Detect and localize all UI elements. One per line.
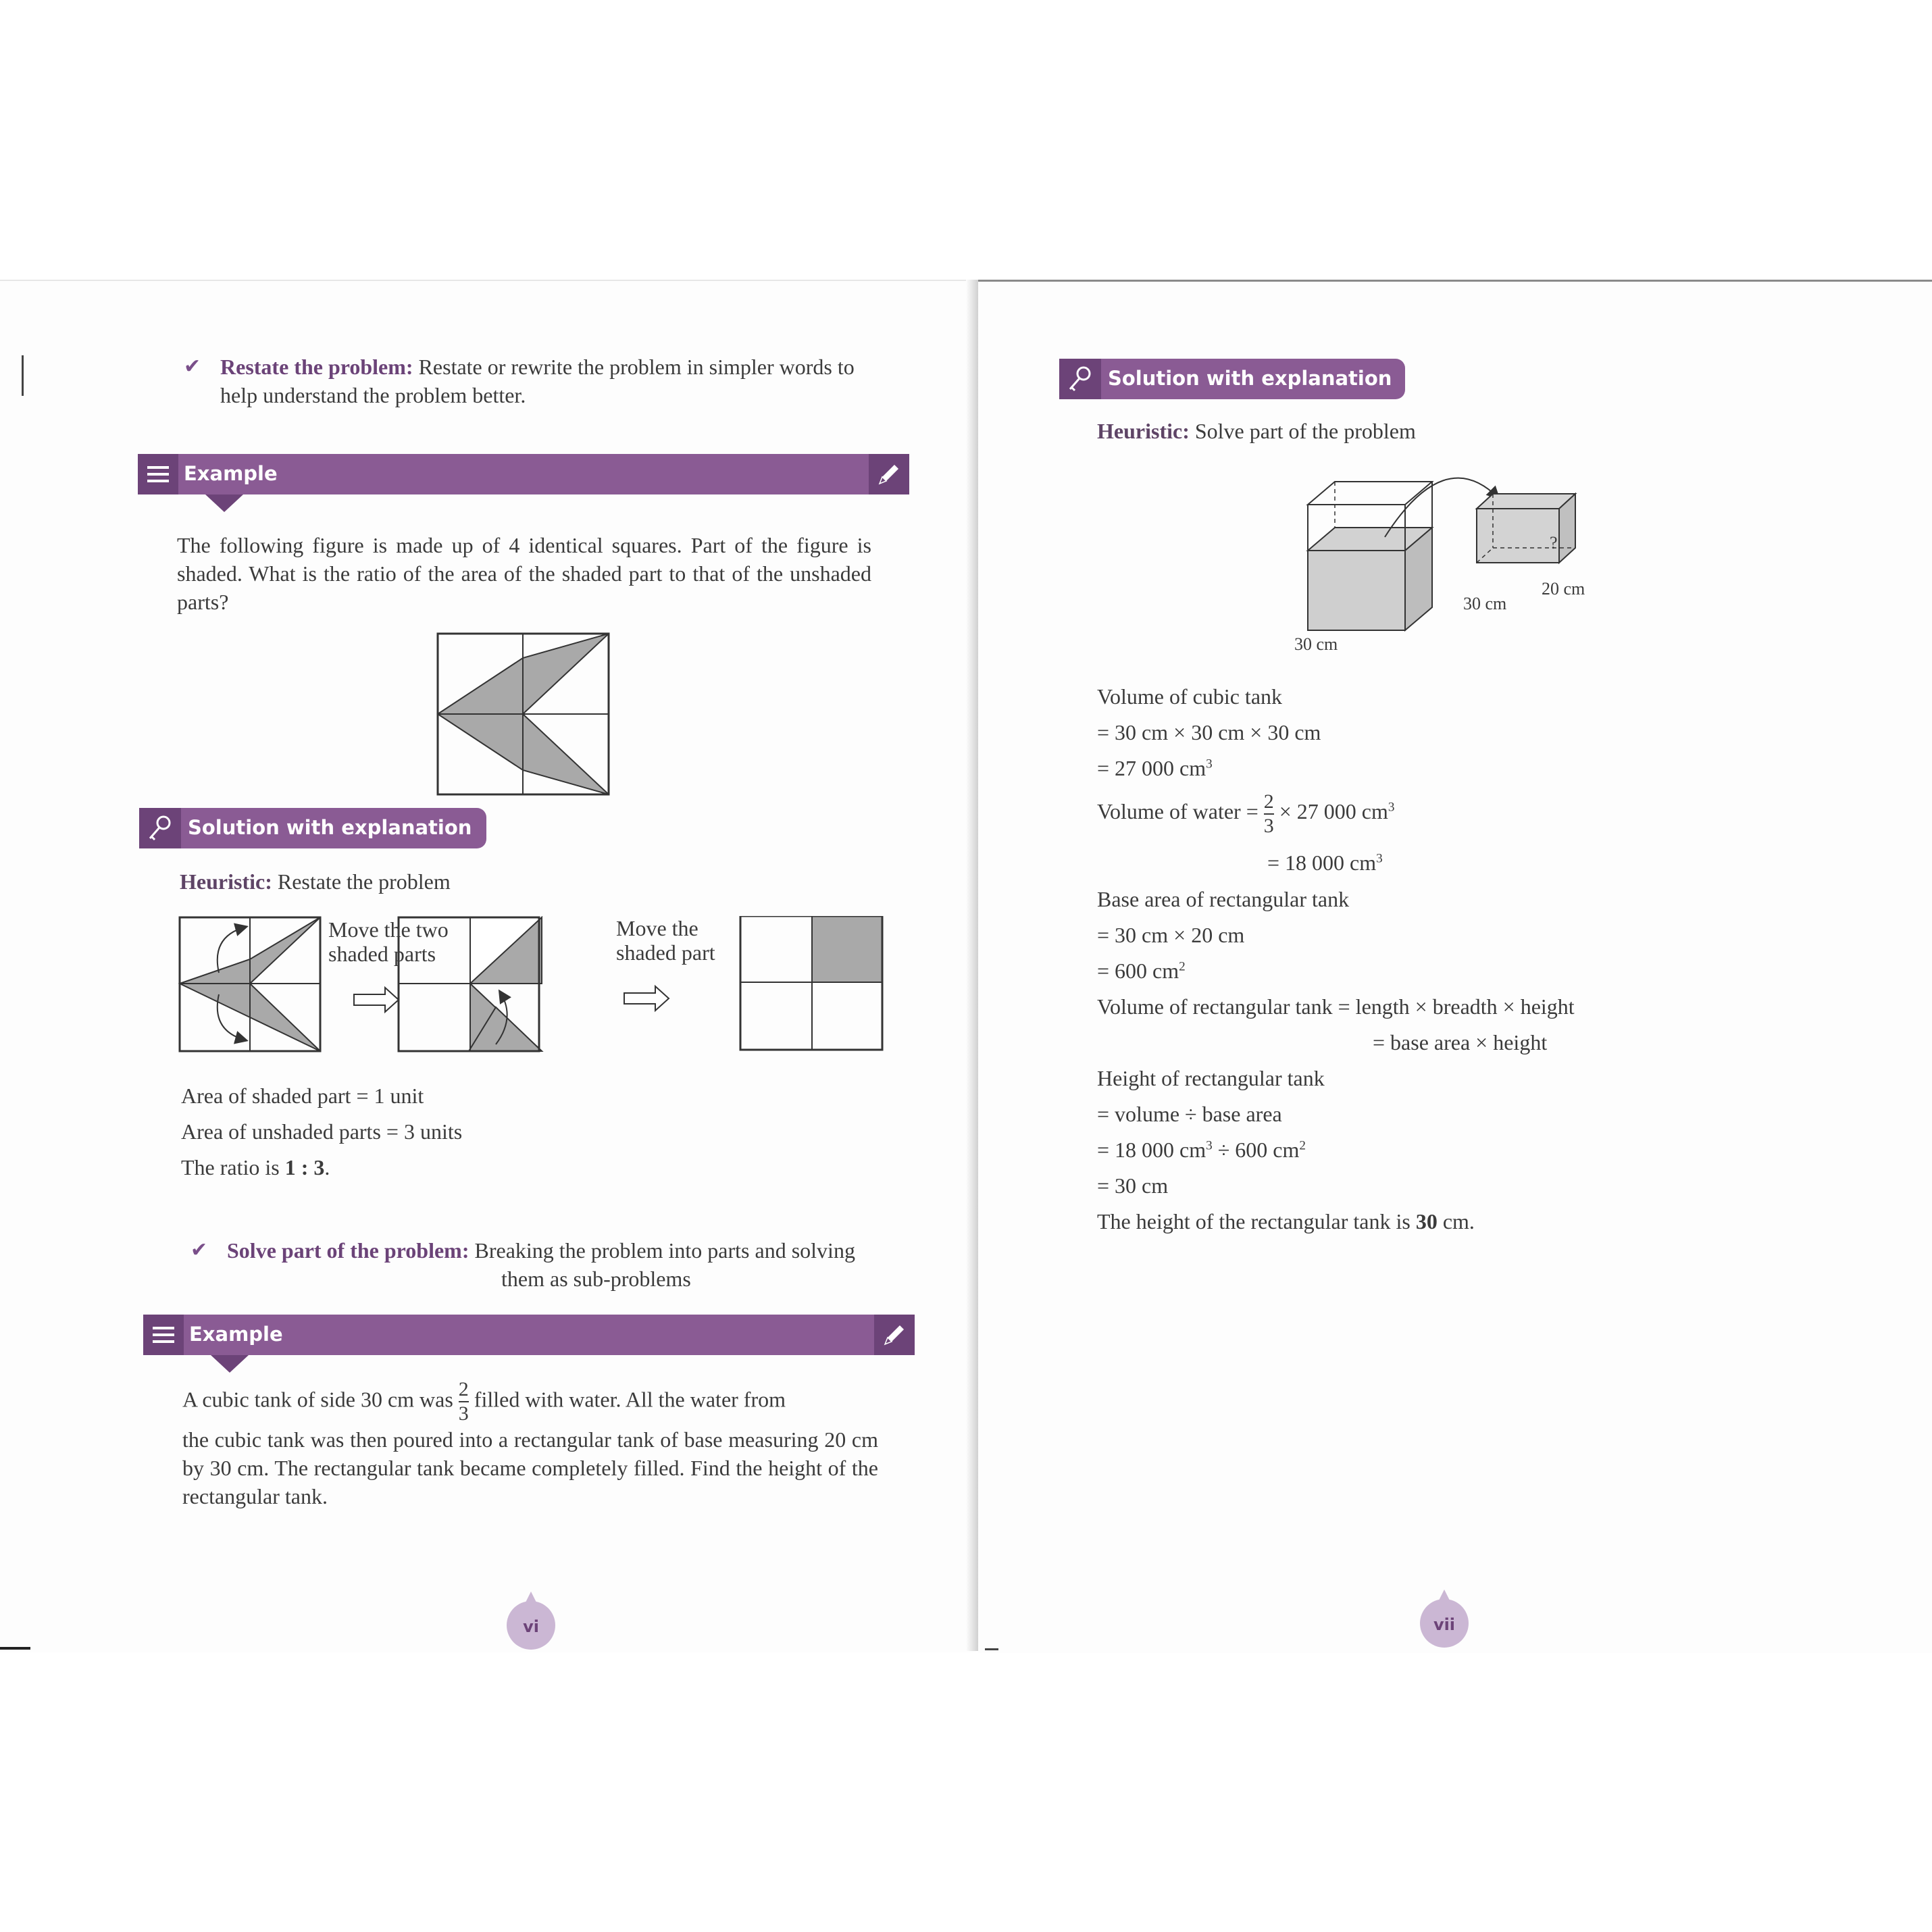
- example-banner: [138, 454, 909, 494]
- working-line: Height of rectangular tank: [1097, 1066, 1325, 1090]
- example-banner-label: Example: [189, 1323, 283, 1346]
- restate-text-line1: Restate or rewrite the problem in simpler words to: [413, 355, 855, 379]
- working-line: Volume of cubic tank: [1097, 684, 1283, 709]
- working-line: [1097, 755, 1213, 782]
- cubic-tank: [1308, 482, 1432, 630]
- working-line: Base area of rectangular tank: [1097, 887, 1350, 911]
- left-page: [0, 280, 976, 1652]
- working-text: = 18 000 cm: [1267, 850, 1377, 875]
- step2-caption: [616, 916, 715, 965]
- restate-text-line2: help understand the problem better.: [220, 383, 526, 407]
- working-text: = 27 000 cm: [1097, 756, 1206, 780]
- solution1-working: [181, 1078, 462, 1186]
- example-banner: [143, 1315, 915, 1355]
- page-edge: [985, 1648, 998, 1650]
- fraction-numerator: 2: [1263, 790, 1274, 813]
- step3-square: [740, 916, 882, 1050]
- page-edge: [0, 1647, 30, 1650]
- banner-notch: [211, 1355, 249, 1373]
- menu-icon: [143, 1315, 184, 1355]
- working-line: = 30 cm × 30 cm × 30 cm: [1097, 720, 1321, 744]
- superscript: 3: [1206, 757, 1213, 771]
- page-number: vii: [1433, 1615, 1456, 1634]
- heuristic-text: Restate the problem: [272, 869, 451, 894]
- tank-figure: [1275, 464, 1586, 640]
- step2-caption-line2: shaded part: [616, 940, 715, 965]
- superscript: 2: [1179, 959, 1186, 974]
- ratio-line: [181, 1150, 462, 1186]
- solution-banner: [1059, 359, 1405, 399]
- answer-value: 30: [1415, 1209, 1438, 1234]
- page-edge-mark: [22, 355, 24, 396]
- rectangular-tank: [1477, 494, 1575, 563]
- step1-caption-line2: shaded parts: [328, 942, 436, 966]
- key-icon: [1059, 359, 1101, 399]
- superscript: 3: [1388, 800, 1395, 815]
- superscript: 3: [1206, 1138, 1213, 1153]
- heuristic-line: [180, 867, 451, 896]
- area-shaded-line: Area of shaded part = 1 unit: [181, 1084, 424, 1108]
- superscript: 2: [1299, 1138, 1306, 1153]
- fraction-numerator: 2: [458, 1378, 469, 1400]
- ratio-value: 1 : 3: [284, 1155, 325, 1179]
- solve-part-text-line2: them as sub-problems: [501, 1267, 691, 1291]
- restate-diagram: [178, 916, 888, 1065]
- working-line: [1097, 957, 1186, 984]
- restate-strategy: [184, 353, 954, 409]
- solution-banner: [139, 808, 486, 848]
- heuristic-label: Heuristic:: [1097, 419, 1190, 443]
- step1-caption: [328, 917, 449, 966]
- working-line: = 30 cm × 20 cm: [1097, 923, 1245, 947]
- book-spread: [0, 280, 1932, 1651]
- menu-icon: [138, 454, 178, 494]
- cube-side-label: 30 cm: [1294, 634, 1338, 654]
- working-line: = base area × height: [1373, 1030, 1548, 1054]
- fraction-denominator: 3: [1263, 814, 1274, 837]
- rect-width-label: 30 cm: [1463, 594, 1507, 613]
- pencil-icon: [869, 454, 909, 494]
- ratio-prefix: The ratio is: [181, 1155, 285, 1179]
- checkmark-icon: ✔: [190, 1238, 208, 1262]
- step1-square: [180, 917, 320, 1051]
- right-page: [978, 280, 1932, 1653]
- working-text: The height of the rectangular tank is: [1097, 1209, 1416, 1234]
- solve-part-text-line1: Breaking the problem into parts and solving: [469, 1238, 855, 1263]
- example-banner-label: Example: [184, 462, 278, 485]
- example1-problem: The following figure is made up of 4 identical squares. Part of the figure is shaded. What is the ratio of the area of the shaded part to that of the unshaded parts?: [177, 533, 871, 614]
- fraction-two-thirds: [459, 1379, 469, 1424]
- example2-text-b: filled with water. All the water from: [474, 1387, 786, 1412]
- superscript: 3: [1376, 851, 1383, 866]
- working-line: [1097, 790, 1394, 836]
- area-unshaded-line: Area of unshaded parts = 3 units: [181, 1119, 463, 1144]
- page-number: vi: [523, 1617, 539, 1636]
- working-text: × 27 000 cm: [1279, 799, 1388, 823]
- fraction-two-thirds: [1264, 792, 1274, 836]
- key-icon: [139, 808, 181, 848]
- solution-banner-label: Solution with explanation: [188, 816, 472, 839]
- step1-caption-line1: Move the two: [328, 917, 449, 942]
- ratio-suffix: .: [324, 1155, 330, 1179]
- working-line: Volume of rectangular tank = length × breadth × height: [1097, 994, 1575, 1019]
- solve-part-strategy: [190, 1236, 954, 1293]
- right-arrow-icon: [354, 988, 399, 1012]
- restate-title: Restate the problem:: [220, 355, 413, 379]
- working-text: ÷ 600 cm: [1212, 1138, 1300, 1162]
- solve-part-title: Solve part of the problem:: [227, 1238, 469, 1263]
- working-line: = volume ÷ base area: [1097, 1102, 1282, 1126]
- checkmark-icon: ✔: [184, 355, 201, 378]
- working-line: = 30 cm: [1097, 1173, 1169, 1198]
- page-number-badge: [507, 1601, 555, 1650]
- four-squares-figure: [435, 631, 612, 797]
- pencil-icon: [874, 1315, 915, 1355]
- step2-caption-line1: Move the: [616, 916, 698, 940]
- working-text: cm.: [1437, 1209, 1475, 1234]
- heuristic-text: Solve part of the problem: [1189, 419, 1416, 443]
- working-text: = 18 000 cm: [1097, 1138, 1206, 1162]
- fraction-denominator: 3: [458, 1402, 469, 1425]
- banner-notch: [205, 494, 243, 512]
- rect-height-label: ?: [1550, 533, 1558, 553]
- example2-problem: [182, 1379, 878, 1510]
- example2-text-a: A cubic tank of side 30 cm was: [182, 1387, 453, 1412]
- solution-banner-label: Solution with explanation: [1108, 367, 1392, 390]
- working-line: [1267, 849, 1383, 876]
- heuristic-label: Heuristic:: [180, 869, 272, 894]
- page-number-badge: [1420, 1599, 1469, 1648]
- working-text: = 600 cm: [1097, 959, 1179, 983]
- answer-line: [1097, 1208, 1475, 1235]
- right-arrow-icon: [624, 986, 669, 1011]
- heuristic-line: [1097, 417, 1416, 445]
- example2-text-rest: the cubic tank was then poured into a rectangular tank of base measuring 20 cm by 30 cm. The rectangular tank became completely filled. Find the height of the rectangular tank.: [182, 1427, 878, 1508]
- working-line: [1097, 1136, 1306, 1163]
- rect-depth-label: 20 cm: [1542, 579, 1585, 599]
- working-text: Volume of water =: [1097, 799, 1259, 823]
